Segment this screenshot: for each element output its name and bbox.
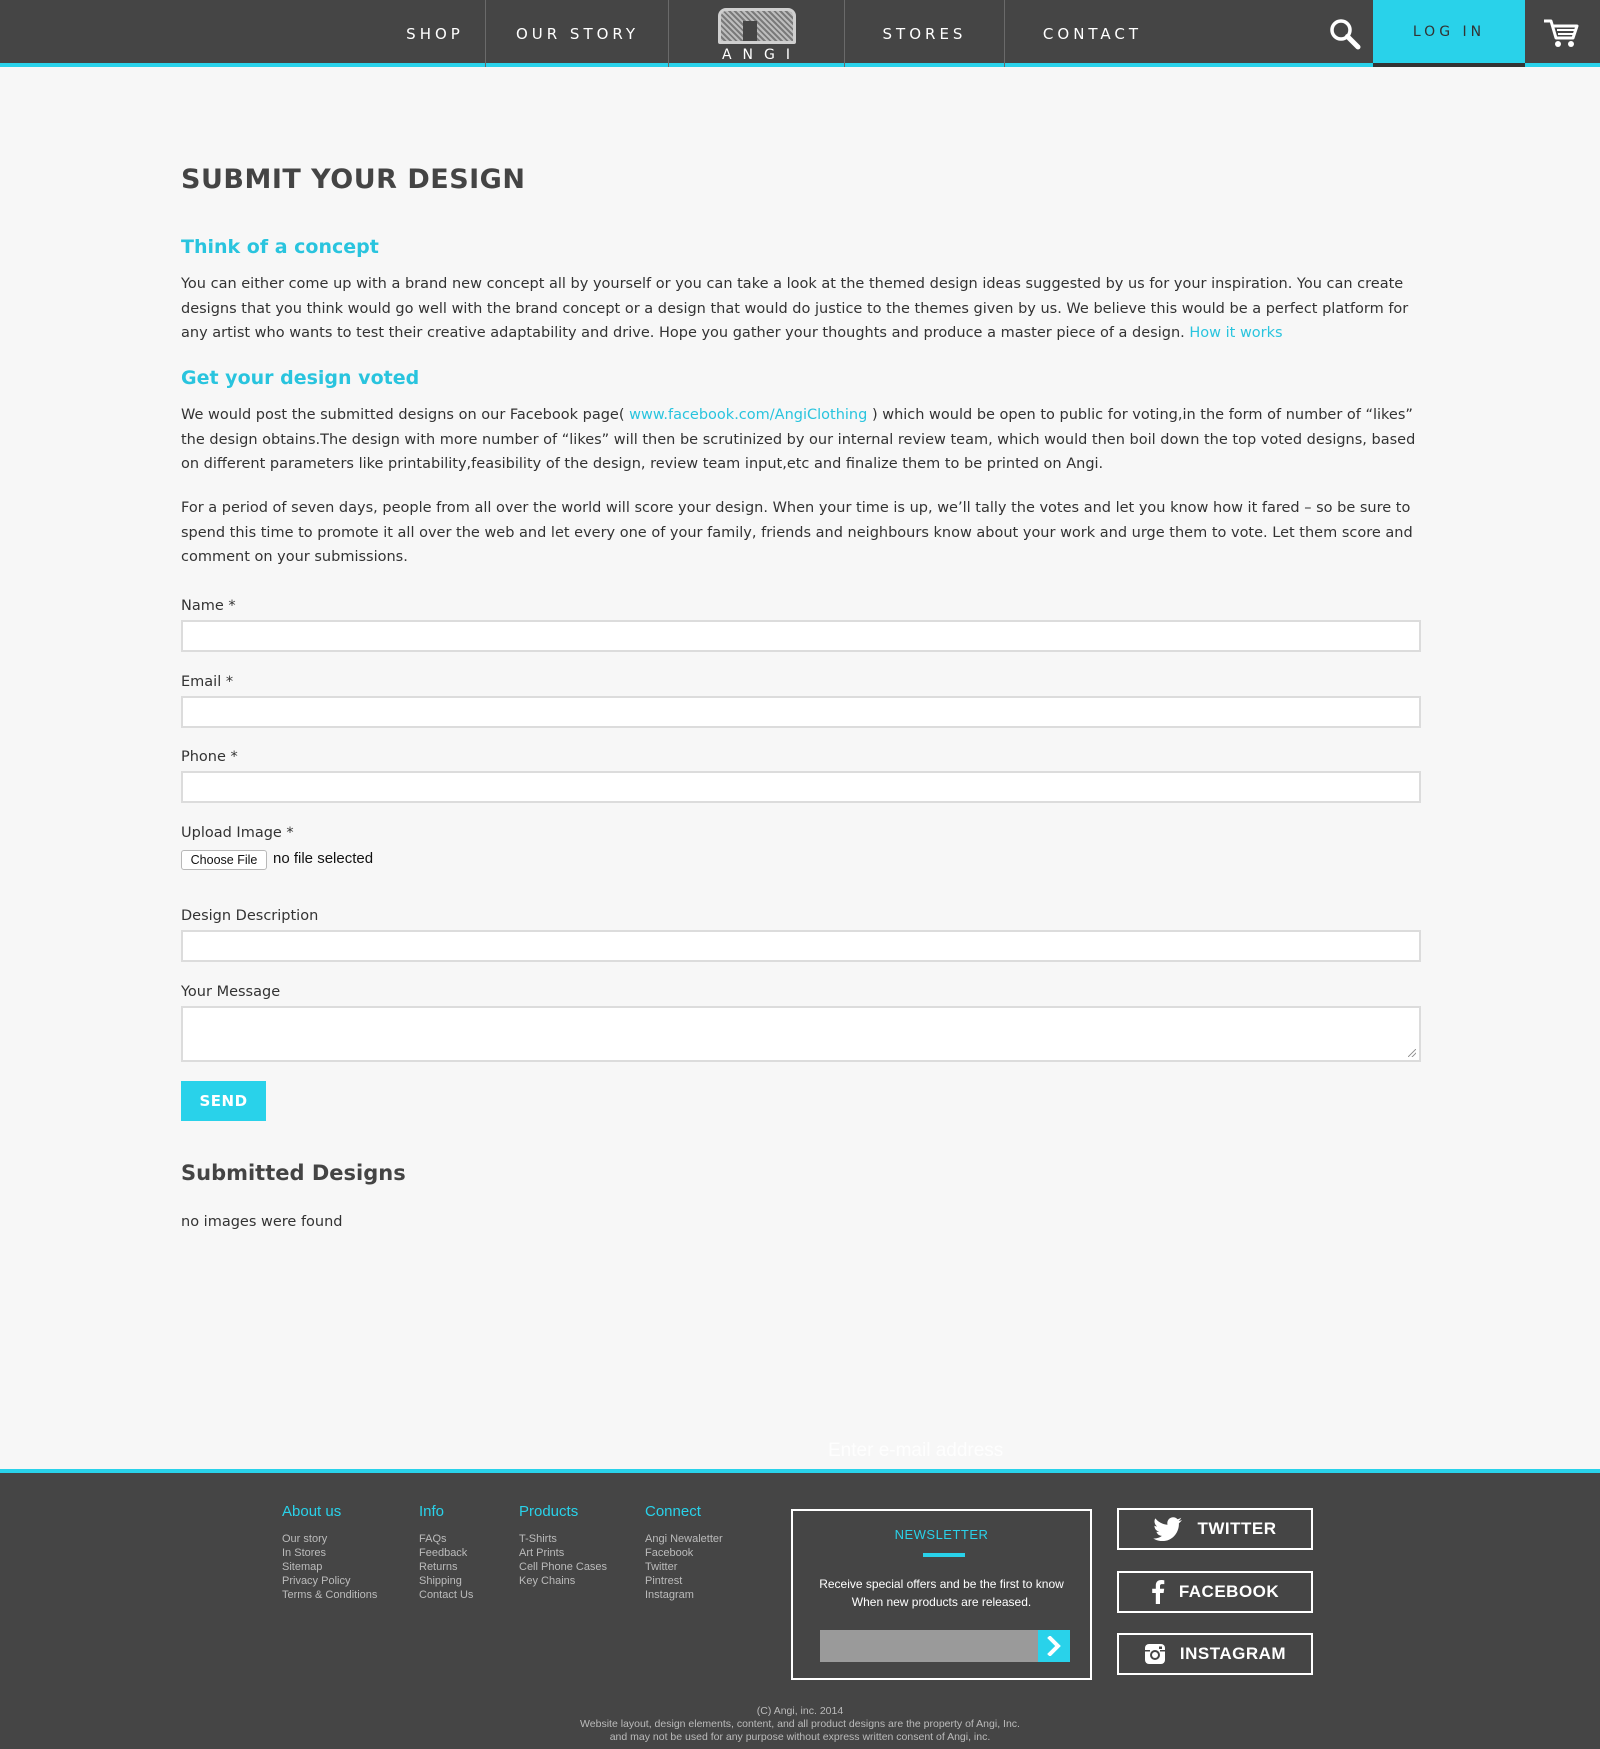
footer-link[interactable]: Cell Phone Cases [519,1561,608,1573]
voted-text-after: ) which would be open to public for voting,in the form of number of “likes” the design obtains.The design with more number of “likes” will then be scrutinized by our internal review team, which would then boil down the top voted designs, based on different parameters like printability,feasibility of the design, review team input,etc and finalize them to be printed on Angi. [181,407,1416,472]
footer [0,1469,1600,1749]
footer-link[interactable]: FAQs [419,1533,447,1545]
phone-input[interactable] [181,771,1421,803]
no-images-text: no images were found [181,1214,343,1230]
footer-link[interactable]: Angi Newaletter [645,1533,723,1545]
nav-our-story[interactable]: OUR STORY [487,0,669,67]
angi-logo-text: ANGI [721,47,802,63]
footer-heading-products[interactable]: Products [519,1503,579,1520]
chevron-right-icon [1044,1636,1064,1656]
instagram-icon [1144,1643,1166,1665]
design-description-input[interactable] [181,930,1421,962]
concept-heading: Think of a concept [181,236,379,258]
voted-paragraph [181,403,1421,477]
footer-heading-info[interactable]: Info [419,1503,445,1520]
voted-heading: Get your design voted [181,367,420,389]
concept-paragraph [181,272,1421,346]
name-label: Name * [181,598,236,614]
newsletter-line-2: When new products are released. [851,1595,1032,1609]
resize-grip-icon[interactable] [1408,1049,1416,1057]
scoring-paragraph: For a period of seven days, people from all over the world will score your design. When your time is up, we’ll tally the votes and let you know how it fared – so be sure to spend this time to promote it all over the web and let every one of your family, friends and neighbours know about your work and urge them to vote. Let them score and comment on your submissions. [181,500,1413,565]
newsletter-submit-button[interactable] [1038,1630,1070,1662]
footer-link[interactable]: Twitter [645,1561,678,1573]
your-message-textarea[interactable] [181,1006,1421,1062]
copyright-line-3: and may not be used for any purpose without express written consent of Angi, inc. [609,1731,991,1743]
twitter-icon [1153,1517,1183,1541]
footer-link[interactable]: In Stores [282,1547,327,1559]
footer-link[interactable]: Our story [282,1533,328,1545]
angi-logo[interactable] [669,0,845,67]
facebook-button[interactable] [1117,1571,1313,1613]
copyright-line-1: (C) Angi, inc. 2014 [756,1705,844,1717]
newsletter-email-input[interactable] [820,1630,1038,1662]
footer-link[interactable]: Facebook [645,1547,694,1559]
concept-text: You can either come up with a brand new concept all by yourself or you can take a look at the themed design ideas suggested by us for your inspiration. You can create designs that you think would go well with the brand concept or a design that would do justice to the themes given by us. We believe this would be a perfect platform for any artist who wants to test their creative adaptability and drive. Hope you gather your thoughts and produce a master piece of a design. [181,276,1409,341]
email-placeholder-ghost: Enter e-mail address [828,1440,1004,1461]
footer-link[interactable]: Instagram [645,1589,694,1601]
login-button[interactable]: LOG IN [1373,0,1525,67]
copyright-text [0,1705,1600,1744]
footer-column-connect [645,1503,723,1602]
footer-link[interactable]: Contact Us [419,1589,474,1601]
newsletter-divider [923,1553,965,1557]
twitter-label: TWITTER [1197,1519,1277,1538]
footer-link[interactable]: Returns [419,1561,458,1573]
shopping-cart-icon[interactable] [1542,16,1582,52]
nav-shop[interactable]: SHOP [385,0,486,67]
submitted-designs-heading: Submitted Designs [181,1161,406,1185]
email-input[interactable] [181,696,1421,728]
top-navigation-bar [0,0,1600,67]
design-description-label: Design Description [181,908,319,924]
facebook-page-link[interactable]: www.facebook.com/AngiClothing [629,407,868,423]
footer-link[interactable]: Privacy Policy [282,1575,351,1587]
instagram-label: INSTAGRAM [1179,1644,1287,1663]
footer-link[interactable]: Key Chains [519,1575,576,1587]
twitter-button[interactable] [1117,1508,1313,1550]
instagram-button[interactable] [1117,1633,1313,1675]
footer-link[interactable]: Art Prints [519,1547,565,1559]
email-label: Email * [181,674,234,690]
footer-heading-about[interactable]: About us [282,1503,342,1520]
angi-logo-mark [718,8,796,44]
voted-text-before: We would post the submitted designs on our Facebook page( [181,407,625,423]
search-icon[interactable] [1325,14,1365,54]
send-button[interactable]: SEND [181,1081,266,1121]
newsletter-line-1: Receive special offers and be the first to know [819,1577,1064,1591]
file-status-text: no file selected [273,850,374,867]
footer-column-info [419,1503,473,1602]
footer-link[interactable]: Pintrest [645,1575,683,1587]
facebook-icon [1151,1580,1165,1604]
facebook-label: FACEBOOK [1178,1582,1280,1601]
name-input[interactable] [181,620,1421,652]
phone-label: Phone * [181,749,238,765]
newsletter-text [793,1575,1090,1611]
your-message-label: Your Message [181,984,281,1000]
page-title: SUBMIT YOUR DESIGN [181,164,526,195]
footer-link[interactable]: Terms & Conditions [282,1589,378,1601]
footer-heading-connect[interactable]: Connect [645,1503,701,1520]
newsletter-box [791,1509,1092,1680]
how-it-works-link[interactable]: How it works [1189,325,1283,341]
newsletter-title: NEWSLETTER [894,1527,989,1542]
copyright-line-2: Website layout, design elements, content, and all product designs are the property of Angi, Inc. [580,1718,1020,1730]
nav-contact[interactable]: CONTACT [1042,24,1143,43]
nav-stores[interactable]: STORES [845,0,1005,67]
upload-image-label: Upload Image * [181,825,294,841]
footer-link[interactable]: Sitemap [282,1561,323,1573]
footer-column-about [282,1503,377,1602]
choose-file-button[interactable]: Choose File [181,850,267,870]
footer-column-products [519,1503,607,1588]
footer-link[interactable]: Shipping [419,1575,462,1587]
footer-link[interactable]: T-Shirts [519,1533,557,1545]
footer-link[interactable]: Feedback [419,1547,468,1559]
